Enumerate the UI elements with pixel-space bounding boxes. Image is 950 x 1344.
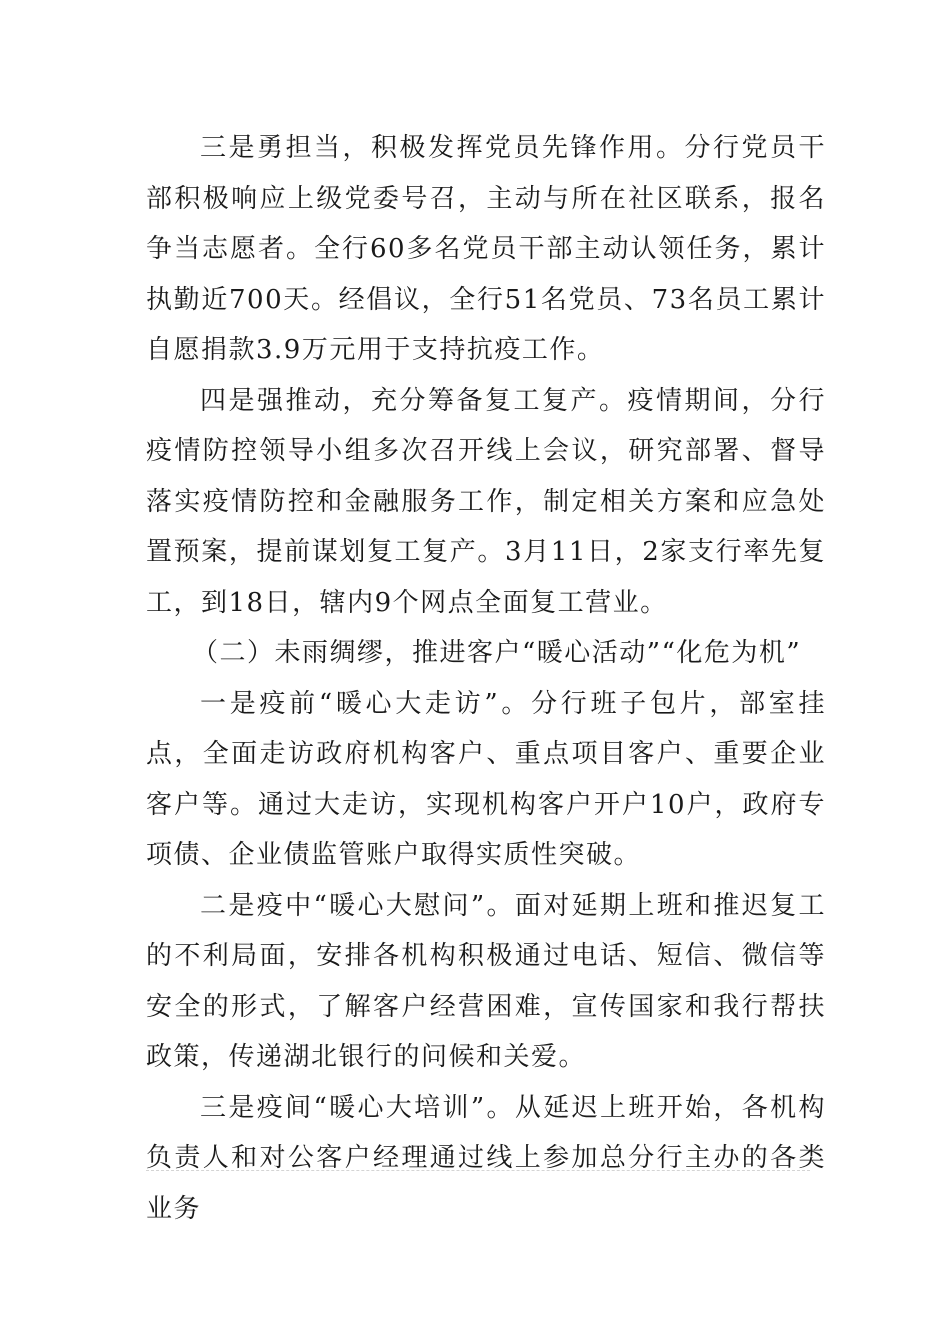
paragraph-visits: 一是疫前“暖心大走访”。分行班子包片，部室挂点，全面走访政府机构客户、重点项目客户、重要企业客户等。通过大走访，实现机构客户开户10户，政府专项债、企业债监管账户取得实质性突破。 bbox=[146, 688, 826, 870]
paragraph-party-members: 三是勇担当，积极发挥党员先锋作用。分行党员干部积极响应上级党委号召，主动与所在社区联系，报名争当志愿者。全行60多名党员干部主动认领任务，累计执勤近700天。经倡议，全行51名党员、73名员工累计自愿捐款3.9万元用于支持抗疫工作。 bbox=[146, 133, 826, 365]
paragraph-training: 三是疫间“暖心大培训”。从延迟上班开始，各机构负责人和对公客户经理通过线上参加总分行主办的各类业务 bbox=[146, 1092, 826, 1224]
document-body bbox=[146, 123, 826, 1234]
paragraph-resume-work: 四是强推动，充分筹备复工复产。疫情期间，分行疫情防控领导小组多次召开线上会议，研究部署、督导落实疫情防控和金融服务工作，制定相关方案和应急处置预案，提前谋划复工复产。3月11日，2家支行率先复工，到18日，辖内9个网点全面复工营业。 bbox=[146, 385, 826, 618]
section-heading: （二）未雨绸缪，推进客户“暖心活动”“化危为机” bbox=[192, 638, 802, 668]
page-bottom-divider bbox=[146, 1170, 810, 1171]
paragraph-condolence: 二是疫中“暖心大慰问”。面对延期上班和推迟复工的不利局面，安排各机构积极通过电话、短信、微信等安全的形式，了解客户经营困难，宣传国家和我行帮扶政策，传递湖北银行的问候和关爱。 bbox=[146, 890, 826, 1072]
